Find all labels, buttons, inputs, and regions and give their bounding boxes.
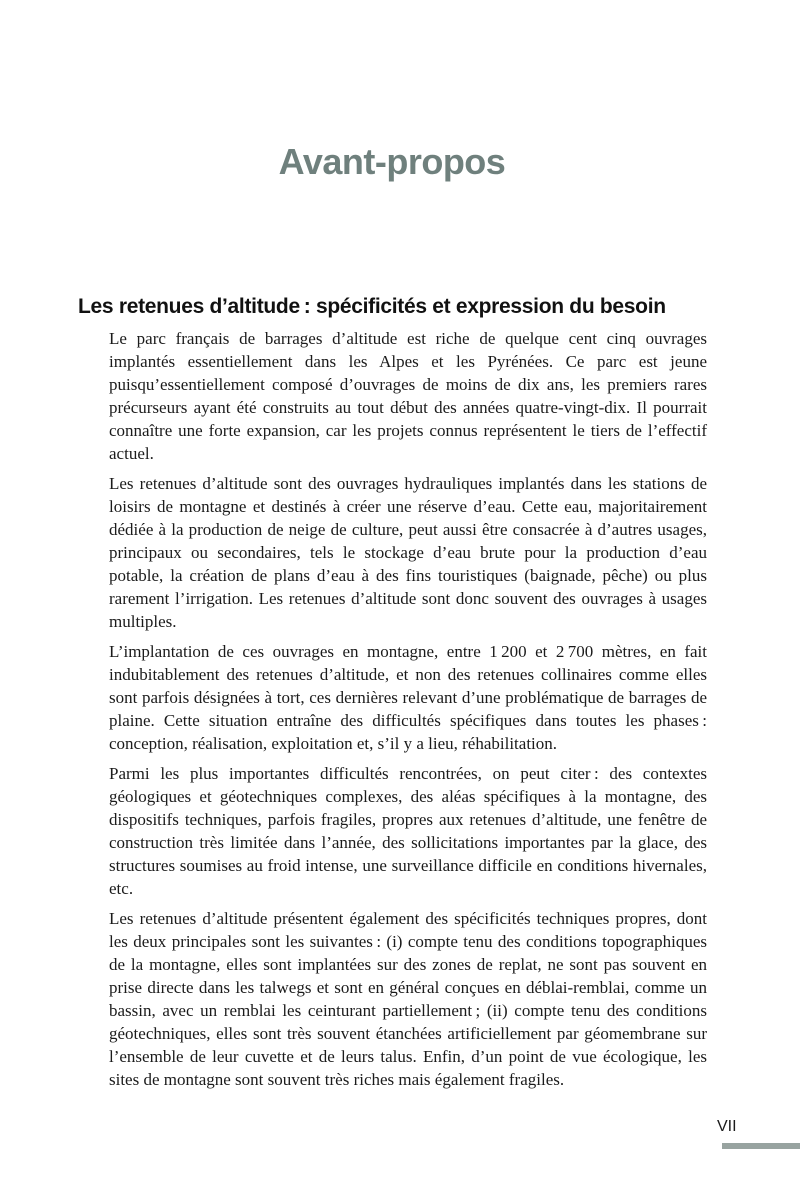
body-text	[109, 327, 707, 1091]
footer-rule	[722, 1143, 800, 1149]
section-heading: Les retenues d’altitude : spécificités et expression du besoin	[78, 295, 666, 318]
paragraph-2: Les retenues d’altitude sont des ouvrages hydrauliques implantés dans les stations de loisirs de montagne et destinés à créer une réserve d’eau. Cette eau, majoritairement dédiée à la production de neige de culture, peut aussi être consacrée à d’autres usages, principaux ou secondaires, tels le stockage d’eau brute pour la production d’eau potable, la création de plans d’eau à des fins touristiques (baignade, pêche) ou plus rarement l’irrigation. Les retenues d’altitude sont donc souvent des ouvrages à usages multiples.	[109, 474, 707, 631]
paragraph-5: Les retenues d’altitude présentent également des spécificités techniques propres, dont les deux principales sont les suivantes : (i) compte tenu des conditions topographiques de la montagne, elles sont implantées sur des zones de replat, ne sont pas souvent en prise directe dans les talwegs et sont en général conçues en déblai-remblai, comme un bassin, avec un remblai les ceinturant partiellement ; (ii) compte tenu des conditions géotechniques, elles sont très souvent étanchées artificiellement par géomembrane sur l’ensemble de leur cuvette et de leurs talus. Enfin, d’un point de vue écologique, les sites de montagne sont souvent très riches mais également fragiles.	[109, 909, 707, 1089]
page-number: VII	[717, 1118, 737, 1135]
paragraph-4: Parmi les plus importantes difficultés rencontrées, on peut citer : des contextes géologiques et géotechniques complexes, des aléas spécifiques à la montagne, des dispositifs techniques, parfois fragiles, propres aux retenues d’altitude, une fenêtre de construction très limitée dans l’année, des sollicitations importantes par la glace, des structures soumises au froid intense, une surveillance difficile en conditions hivernales, etc.	[109, 764, 707, 898]
page-title: Avant-propos	[278, 141, 506, 182]
paragraph-1: Le parc français de barrages d’altitude est riche de quelque cent cinq ouvrages implantés essentiellement dans les Alpes et les Pyrénées. Ce parc est jeune puisqu’essentiellement composé d’ouvrages de moins de dix ans, les premiers rares précurseurs ayant été construits au tout début des années quatre-vingt-dix. Il pourrait connaître une forte expansion, car les projets connus représentent le tiers de l’effectif actuel.	[109, 329, 707, 463]
paragraph-3: L’implantation de ces ouvrages en montagne, entre 1 200 et 2 700 mètres, en fait indubitablement des retenues d’altitude, et non des retenues collinaires comme elles sont parfois désignées à tort, ces dernières relevant d’une problématique de barrages de plaine. Cette situation entraîne des difficultés spécifiques dans toutes les phases : conception, réalisation, exploitation et, s’il y a lieu, réhabilitation.	[109, 642, 707, 753]
foreword-section	[78, 293, 708, 1091]
